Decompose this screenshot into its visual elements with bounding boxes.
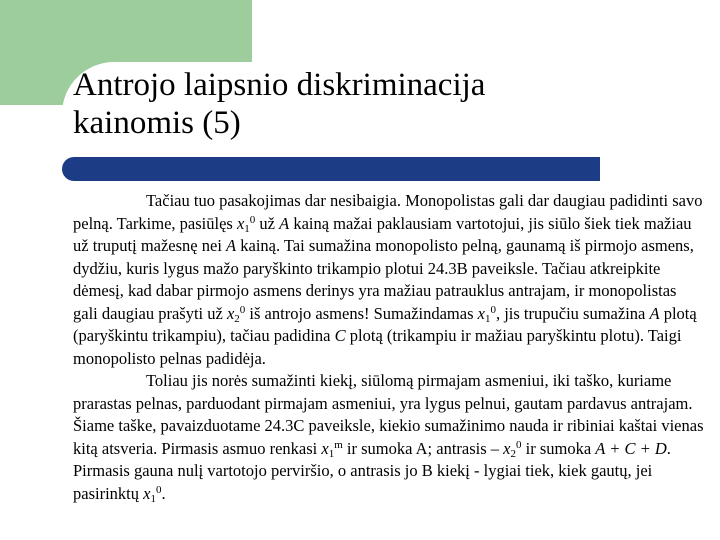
subscript: 2	[234, 312, 240, 325]
slide-title-line-1: Antrojo laipsnio diskriminacija	[73, 67, 486, 103]
text-run: ir sumoka	[521, 438, 596, 458]
variable-x: x	[143, 483, 151, 503]
text-run: Tačiau tuo pasakojimas dar nesibaigia. Monopolistas gali dar daugiau padidinti savo pelną. Tarkime, pasiūlęs	[73, 191, 703, 233]
subscript: 1	[150, 492, 156, 505]
variable-x: x	[236, 213, 245, 233]
superscript: 0	[516, 438, 522, 451]
subscript: 2	[510, 447, 516, 460]
superscript: 0	[239, 303, 246, 316]
formula-a-c-d: A + C + D	[595, 438, 667, 458]
text-run: iš antrojo asmens! Sumažindamas	[245, 303, 478, 323]
variable-x: x	[503, 438, 511, 458]
paragraph-2	[73, 370, 705, 505]
variable-a: A	[649, 303, 660, 323]
text-run: , jis trupučiu sumažina	[495, 303, 650, 323]
variable-a: A	[226, 236, 237, 255]
text-run: kainą. Tai sumažina monopolisto pelną, gaunamą iš pirmojo asmens, dydžiu, kuris lygus mažo paryškinto trikampio plotui 24.3B paveiksle. Tačiau atkreipkite dėmesį, kad dabar pirmojo asmens derinys yra mažiau patrauklus antrajam, ir monopolistas gali daugiau prašyti už	[73, 236, 694, 323]
superscript: 0	[155, 483, 162, 496]
variable-x: x	[321, 438, 329, 458]
subscript: 1	[484, 312, 491, 325]
subscript: 1	[328, 447, 335, 460]
subscript: 1	[244, 222, 250, 235]
variable-x: x	[477, 303, 485, 323]
slide-title-line-2: kainomis (5)	[73, 105, 241, 141]
paragraph-1	[73, 190, 705, 370]
text-run: . Pirmasis gauna nulį vartotojo perviršio, o antrasis jo B kiekį - lygiai tiek, kiek gautų, jei pasirinktų	[73, 438, 671, 503]
superscript: 0	[490, 303, 496, 316]
variable-a: A	[279, 213, 290, 233]
variable-x: x	[226, 303, 235, 323]
text-run: plotą (paryškintu trikampiu), tačiau padidina	[73, 303, 697, 345]
text-run: už	[255, 213, 280, 233]
text-run: .	[161, 483, 166, 503]
slide-title	[73, 66, 485, 142]
title-underline-bar	[62, 157, 600, 181]
superscript: m	[334, 438, 343, 451]
superscript: 0	[249, 213, 256, 226]
text-run: ir sumoka A; antrasis –	[342, 438, 504, 458]
text-run: kainą mažai paklausiam vartotojui, jis siūlo šiek tiek mažiau už truputį mažesnę nei	[73, 213, 692, 255]
text-run: Toliau jis norės sumažinti kiekį, siūlomą pirmajam asmeniui, iki taško, kuriame prarastas pelnas, parduodant pirmajam asmeniui, yra lygus pelnui, gautam pardavus antrajam. Šiame taške, pavaizduotame 24.3C paveiksle, kiekio sumažinimo nauda ir ribiniai kaštai vienas kitą atsveria. Pirmasis asmuo renkasi	[73, 371, 704, 458]
slide-body	[73, 190, 705, 505]
variable-c: C	[334, 326, 346, 345]
text-run: plotą (trikampiu ir mažiau paryškintu plotu). Taigi monopolisto pelnas padidėja.	[73, 326, 682, 368]
